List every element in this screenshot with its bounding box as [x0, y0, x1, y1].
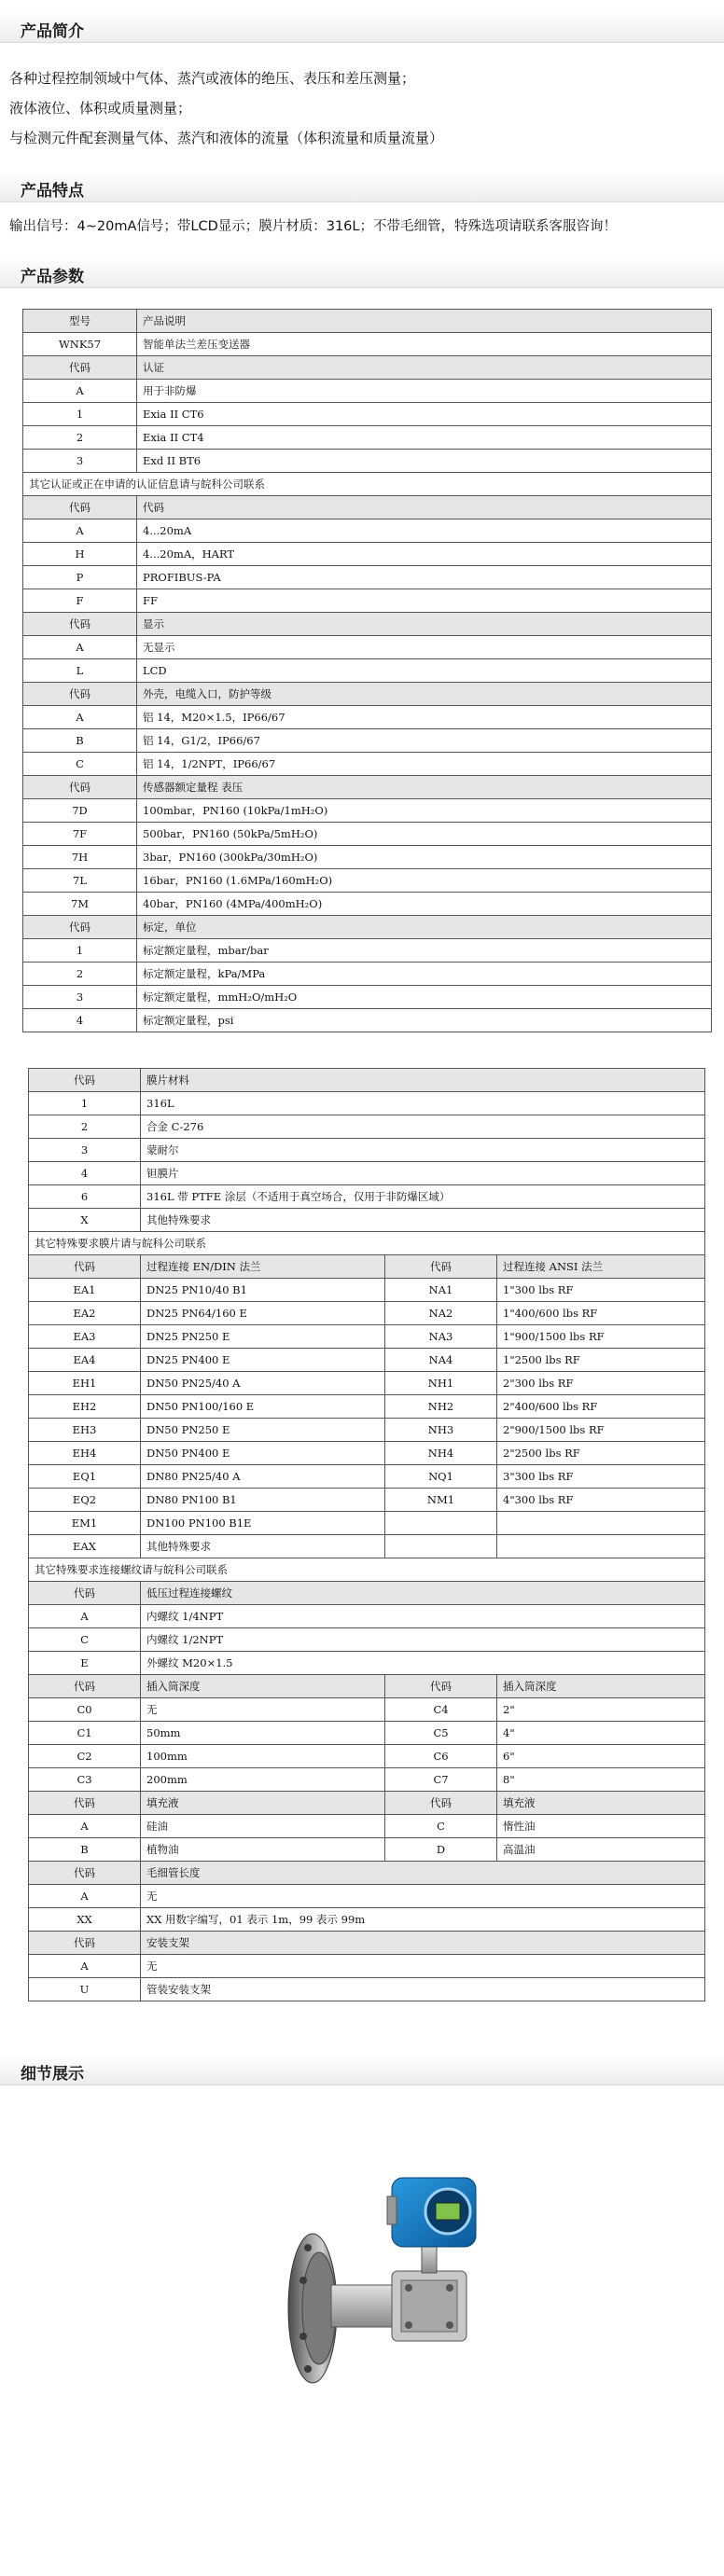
- desc-cell: 标定额定量程，mmH₂O/mH₂O: [137, 986, 712, 1009]
- desc-cell: 40bar，PN160 (4MPa/400mH₂O): [137, 893, 712, 916]
- desc-cell: [497, 1535, 705, 1558]
- code-cell: [385, 1535, 497, 1558]
- code-cell: U: [29, 1978, 141, 2001]
- desc-cell: DN50 PN100/160 E: [141, 1395, 385, 1419]
- desc-cell: 植物油: [141, 1838, 385, 1862]
- code-cell: C: [23, 753, 137, 776]
- code-cell: A: [29, 1815, 141, 1838]
- code-cell: P: [23, 566, 137, 589]
- code-cell: EH2: [29, 1395, 141, 1419]
- table-row: [29, 1115, 705, 1139]
- code-cell: A: [23, 380, 137, 403]
- intro-line-1: 各种过程控制领域中气体、蒸汽或液体的绝压、表压和差压测量；: [9, 70, 416, 87]
- desc-cell: 合金 C-276: [141, 1115, 705, 1139]
- desc-cell: 产品说明: [137, 310, 712, 333]
- spec-table-2: [28, 1068, 705, 2001]
- code-cell: 代码: [23, 496, 137, 519]
- desc-cell: 无: [141, 1955, 705, 1978]
- section-details: [0, 2054, 724, 2085]
- table-row: [23, 706, 712, 729]
- table-row: [29, 1978, 705, 2001]
- desc-cell: 2"400/600 lbs RF: [497, 1395, 705, 1419]
- section-details-title: 细节展示: [21, 2065, 84, 2084]
- desc-cell: DN50 PN250 E: [141, 1419, 385, 1442]
- desc-cell: 100mbar，PN160 (10kPa/1mH₂O): [137, 799, 712, 823]
- table-row: [29, 1815, 705, 1838]
- table-header-row: [23, 496, 712, 519]
- code-cell: 7M: [23, 893, 137, 916]
- desc-cell: 8": [497, 1768, 705, 1792]
- table-row: [29, 1465, 705, 1489]
- code-cell: NA4: [385, 1349, 497, 1372]
- desc-cell: 显示: [137, 613, 712, 636]
- desc-cell: PROFIBUS-PA: [137, 566, 712, 589]
- table-header-row: [23, 916, 712, 939]
- product-photo: [261, 2168, 494, 2402]
- code-cell: 代码: [29, 1932, 141, 1955]
- code-cell: 代码: [23, 613, 137, 636]
- table-note: 其它认证或正在申请的认证信息请与皖科公司联系: [23, 473, 712, 496]
- desc-cell: 2"2500 lbs RF: [497, 1442, 705, 1465]
- desc-cell: 316L: [141, 1092, 705, 1115]
- table-row: [23, 636, 712, 659]
- code-cell: [385, 1512, 497, 1535]
- table-row: [29, 1652, 705, 1675]
- table-row: [23, 963, 712, 986]
- code-cell: EA3: [29, 1325, 141, 1349]
- table-header-row: [23, 683, 712, 706]
- table-row: [29, 1139, 705, 1162]
- desc-cell: 认证: [137, 356, 712, 380]
- desc-cell: 4": [497, 1722, 705, 1745]
- code-cell: WNK57: [23, 333, 137, 356]
- code-cell: 3: [29, 1139, 141, 1162]
- code-cell: H: [23, 543, 137, 566]
- code-cell: EA4: [29, 1349, 141, 1372]
- table-row: [23, 869, 712, 893]
- desc-cell: 4...20mA，HART: [137, 543, 712, 566]
- code-cell: 7H: [23, 846, 137, 869]
- table-row: [29, 1885, 705, 1908]
- code-cell: A: [29, 1885, 141, 1908]
- table-row: [29, 1628, 705, 1652]
- code-cell: NQ1: [385, 1465, 497, 1489]
- table-row: [29, 1325, 705, 1349]
- code-cell: 4: [23, 1009, 137, 1032]
- code-cell: 7F: [23, 823, 137, 846]
- table-row: [29, 1955, 705, 1978]
- table-header-row: [23, 310, 712, 333]
- desc-cell: 2"900/1500 lbs RF: [497, 1419, 705, 1442]
- desc-cell: DN25 PN10/40 B1: [141, 1279, 385, 1302]
- desc-cell: 内螺纹 1/2NPT: [141, 1628, 705, 1652]
- table-row: [29, 1209, 705, 1232]
- table-row: [23, 589, 712, 613]
- table-row: [23, 659, 712, 683]
- code-cell: 7D: [23, 799, 137, 823]
- code-cell: L: [23, 659, 137, 683]
- code-cell: NM1: [385, 1489, 497, 1512]
- code-cell: 代码: [385, 1255, 497, 1279]
- desc-cell: 用于非防爆: [137, 380, 712, 403]
- code-cell: 代码: [23, 776, 137, 799]
- features-line: 输出信号：4~20mA信号；带LCD显示；膜片材质：316L；不带毛细管，特殊选项请联系客服咨询！: [9, 219, 617, 234]
- desc-cell: 过程连接 EN/DIN 法兰: [141, 1255, 385, 1279]
- section-params-title: 产品参数: [21, 268, 84, 286]
- desc-cell: 过程连接 ANSI 法兰: [497, 1255, 705, 1279]
- code-cell: C0: [29, 1698, 141, 1722]
- table-header-row: [29, 1862, 705, 1885]
- table-note: 其它特殊要求膜片请与皖科公司联系: [29, 1232, 705, 1255]
- desc-cell: DN25 PN64/160 E: [141, 1302, 385, 1325]
- desc-cell: 4...20mA: [137, 519, 712, 543]
- table-header-row: [29, 1675, 705, 1698]
- desc-cell: 低压过程连接螺纹: [141, 1582, 705, 1605]
- table-row: [23, 893, 712, 916]
- table-header-row: [29, 1255, 705, 1279]
- code-cell: B: [23, 729, 137, 753]
- code-cell: 6: [29, 1185, 141, 1209]
- code-cell: 1: [23, 939, 137, 963]
- desc-cell: DN50 PN400 E: [141, 1442, 385, 1465]
- table-row: [29, 1605, 705, 1628]
- code-cell: EQ2: [29, 1489, 141, 1512]
- desc-cell: 智能单法兰差压变送器: [137, 333, 712, 356]
- code-cell: 1: [23, 403, 137, 426]
- code-cell: A: [23, 519, 137, 543]
- desc-cell: 铝 14，G1/2，IP66/67: [137, 729, 712, 753]
- desc-cell: 代码: [137, 496, 712, 519]
- code-cell: X: [29, 1209, 141, 1232]
- table-row: [23, 846, 712, 869]
- code-cell: NA3: [385, 1325, 497, 1349]
- table-row: [29, 1395, 705, 1419]
- code-cell: 7L: [23, 869, 137, 893]
- desc-cell: 2"300 lbs RF: [497, 1372, 705, 1395]
- table-row: [29, 1745, 705, 1768]
- code-cell: C4: [385, 1698, 497, 1722]
- desc-cell: 高温油: [497, 1838, 705, 1862]
- table-header-row: [29, 1792, 705, 1815]
- table-row: [29, 1372, 705, 1395]
- code-cell: 代码: [23, 916, 137, 939]
- code-cell: 代码: [23, 683, 137, 706]
- code-cell: EH4: [29, 1442, 141, 1465]
- table-row: [29, 1489, 705, 1512]
- desc-cell: XX 用数字编写，01 表示 1m，99 表示 99m: [141, 1908, 705, 1932]
- intro-line-3: 与检测元件配套测量气体、蒸汽和液体的流量（体积流量和质量流量）: [9, 130, 444, 146]
- desc-cell: DN100 PN100 B1E: [141, 1512, 385, 1535]
- desc-cell: 3"300 lbs RF: [497, 1465, 705, 1489]
- table-row: [23, 380, 712, 403]
- code-cell: NH2: [385, 1395, 497, 1419]
- code-cell: C5: [385, 1722, 497, 1745]
- table-note-row: [29, 1558, 705, 1582]
- table-row: [29, 1279, 705, 1302]
- intro-line-2: 液体液位、体积或质量测量；: [9, 100, 192, 117]
- desc-cell: 硅油: [141, 1815, 385, 1838]
- table-row: [23, 729, 712, 753]
- desc-cell: 毛细管长度: [141, 1862, 705, 1885]
- desc-cell: 无: [141, 1698, 385, 1722]
- code-cell: NA1: [385, 1279, 497, 1302]
- code-cell: 2: [23, 426, 137, 450]
- table-row: [29, 1442, 705, 1465]
- desc-cell: LCD: [137, 659, 712, 683]
- code-cell: F: [23, 589, 137, 613]
- table-row: [23, 426, 712, 450]
- code-cell: C2: [29, 1745, 141, 1768]
- desc-cell: 其他特殊要求: [141, 1535, 385, 1558]
- code-cell: 3: [23, 986, 137, 1009]
- code-cell: 代码: [29, 1675, 141, 1698]
- desc-cell: DN25 PN250 E: [141, 1325, 385, 1349]
- desc-cell: 6": [497, 1745, 705, 1768]
- desc-cell: DN80 PN25/40 A: [141, 1465, 385, 1489]
- desc-cell: 内螺纹 1/4NPT: [141, 1605, 705, 1628]
- code-cell: A: [23, 636, 137, 659]
- code-cell: C: [29, 1628, 141, 1652]
- code-cell: C7: [385, 1768, 497, 1792]
- desc-cell: [497, 1512, 705, 1535]
- table-row: [29, 1722, 705, 1745]
- desc-cell: 铝 14，M20×1.5，IP66/67: [137, 706, 712, 729]
- code-cell: C6: [385, 1745, 497, 1768]
- desc-cell: 1"400/600 lbs RF: [497, 1302, 705, 1325]
- code-cell: A: [29, 1605, 141, 1628]
- desc-cell: 50mm: [141, 1722, 385, 1745]
- code-cell: B: [29, 1838, 141, 1862]
- code-cell: EA2: [29, 1302, 141, 1325]
- code-cell: EM1: [29, 1512, 141, 1535]
- table-header-row: [23, 356, 712, 380]
- desc-cell: 安装支架: [141, 1932, 705, 1955]
- code-cell: C: [385, 1815, 497, 1838]
- code-cell: NA2: [385, 1302, 497, 1325]
- table-row: [29, 1185, 705, 1209]
- desc-cell: 填充液: [141, 1792, 385, 1815]
- section-intro: [0, 11, 724, 43]
- code-cell: 1: [29, 1092, 141, 1115]
- desc-cell: 2": [497, 1698, 705, 1722]
- code-cell: 4: [29, 1162, 141, 1185]
- table-row: [23, 403, 712, 426]
- desc-cell: Exia II CT4: [137, 426, 712, 450]
- table-note-row: [29, 1232, 705, 1255]
- table-note: 其它特殊要求连接螺纹请与皖科公司联系: [29, 1558, 705, 1582]
- table-row: [23, 519, 712, 543]
- desc-cell: 无显示: [137, 636, 712, 659]
- desc-cell: 管装安装支架: [141, 1978, 705, 2001]
- code-cell: D: [385, 1838, 497, 1862]
- table-header-row: [29, 1069, 705, 1092]
- code-cell: EH1: [29, 1372, 141, 1395]
- desc-cell: 插入筒深度: [497, 1675, 705, 1698]
- code-cell: 代码: [29, 1862, 141, 1885]
- desc-cell: 标定额定量程，mbar/bar: [137, 939, 712, 963]
- table-row: [29, 1302, 705, 1325]
- desc-cell: 标定额定量程，psi: [137, 1009, 712, 1032]
- desc-cell: Exia II CT6: [137, 403, 712, 426]
- desc-cell: 4"300 lbs RF: [497, 1489, 705, 1512]
- section-params: [0, 256, 724, 288]
- table-row: [29, 1162, 705, 1185]
- table-row: [23, 823, 712, 846]
- code-cell: 3: [23, 450, 137, 473]
- section-intro-title: 产品简介: [21, 22, 84, 41]
- table-row: [23, 939, 712, 963]
- section-features: [0, 171, 724, 202]
- table-header-row: [29, 1582, 705, 1605]
- desc-cell: 标定，单位: [137, 916, 712, 939]
- desc-cell: 传感器额定量程 表压: [137, 776, 712, 799]
- table-note-row: [23, 473, 712, 496]
- table-row: [23, 799, 712, 823]
- code-cell: 代码: [29, 1255, 141, 1279]
- table-row: [29, 1698, 705, 1722]
- code-cell: EAX: [29, 1535, 141, 1558]
- table-row: [29, 1768, 705, 1792]
- desc-cell: 标定额定量程，kPa/MPa: [137, 963, 712, 986]
- desc-cell: 铝 14，1/2NPT，IP66/67: [137, 753, 712, 776]
- code-cell: 代码: [29, 1069, 141, 1092]
- code-cell: C1: [29, 1722, 141, 1745]
- desc-cell: DN25 PN400 E: [141, 1349, 385, 1372]
- table-row: [29, 1908, 705, 1932]
- table-row: [29, 1419, 705, 1442]
- desc-cell: 1"300 lbs RF: [497, 1279, 705, 1302]
- code-cell: 代码: [385, 1792, 497, 1815]
- desc-cell: 外螺纹 M20×1.5: [141, 1652, 705, 1675]
- code-cell: XX: [29, 1908, 141, 1932]
- desc-cell: 蒙耐尔: [141, 1139, 705, 1162]
- code-cell: A: [23, 706, 137, 729]
- desc-cell: Exd II BT6: [137, 450, 712, 473]
- desc-cell: 3bar，PN160 (300kPa/30mH₂O): [137, 846, 712, 869]
- desc-cell: DN50 PN25/40 A: [141, 1372, 385, 1395]
- desc-cell: 1"900/1500 lbs RF: [497, 1325, 705, 1349]
- table-row: [29, 1512, 705, 1535]
- table-row: [23, 986, 712, 1009]
- desc-cell: 1"2500 lbs RF: [497, 1349, 705, 1372]
- code-cell: A: [29, 1955, 141, 1978]
- code-cell: NH4: [385, 1442, 497, 1465]
- desc-cell: 外壳，电缆入口，防护等级: [137, 683, 712, 706]
- table-row: [29, 1838, 705, 1862]
- code-cell: NH3: [385, 1419, 497, 1442]
- spec-table-1: [22, 309, 712, 1032]
- table-header-row: [23, 776, 712, 799]
- desc-cell: 插入筒深度: [141, 1675, 385, 1698]
- table-header-row: [29, 1932, 705, 1955]
- code-cell: C3: [29, 1768, 141, 1792]
- table-row: [29, 1349, 705, 1372]
- desc-cell: 200mm: [141, 1768, 385, 1792]
- code-cell: 代码: [29, 1792, 141, 1815]
- desc-cell: 100mm: [141, 1745, 385, 1768]
- code-cell: NH1: [385, 1372, 497, 1395]
- desc-cell: 膜片材料: [141, 1069, 705, 1092]
- table-row: [23, 543, 712, 566]
- code-cell: EA1: [29, 1279, 141, 1302]
- code-cell: 代码: [385, 1675, 497, 1698]
- code-cell: 代码: [29, 1582, 141, 1605]
- table-row: [23, 753, 712, 776]
- code-cell: 2: [23, 963, 137, 986]
- code-cell: EH3: [29, 1419, 141, 1442]
- desc-cell: DN80 PN100 B1: [141, 1489, 385, 1512]
- table-row: [23, 566, 712, 589]
- section-features-title: 产品特点: [21, 182, 84, 201]
- code-cell: EQ1: [29, 1465, 141, 1489]
- desc-cell: 无: [141, 1885, 705, 1908]
- desc-cell: FF: [137, 589, 712, 613]
- code-cell: 2: [29, 1115, 141, 1139]
- code-cell: E: [29, 1652, 141, 1675]
- table-row: [29, 1092, 705, 1115]
- table-row: [29, 1535, 705, 1558]
- desc-cell: 316L 带 PTFE 涂层（不适用于真空场合，仅用于非防爆区域）: [141, 1185, 705, 1209]
- desc-cell: 填充液: [497, 1792, 705, 1815]
- desc-cell: 钽膜片: [141, 1162, 705, 1185]
- desc-cell: 惰性油: [497, 1815, 705, 1838]
- code-cell: 代码: [23, 356, 137, 380]
- code-cell: 型号: [23, 310, 137, 333]
- table-row: [23, 333, 712, 356]
- desc-cell: 其他特殊要求: [141, 1209, 705, 1232]
- table-row: [23, 450, 712, 473]
- desc-cell: 500bar，PN160 (50kPa/5mH₂O): [137, 823, 712, 846]
- table-row: [23, 1009, 712, 1032]
- table-header-row: [23, 613, 712, 636]
- desc-cell: 16bar，PN160 (1.6MPa/160mH₂O): [137, 869, 712, 893]
